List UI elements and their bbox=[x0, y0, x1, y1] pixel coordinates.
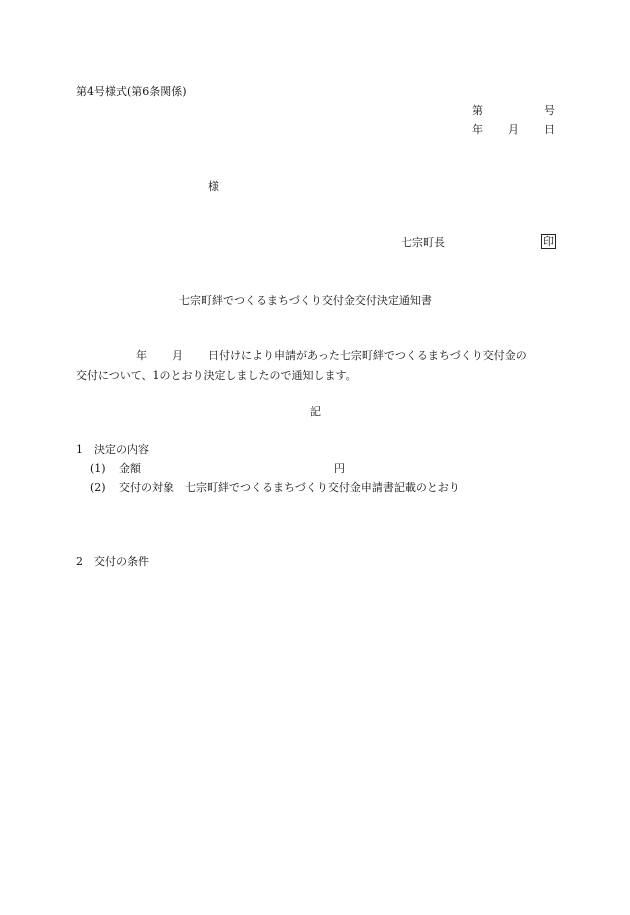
section2-heading: 2 交付の条件 bbox=[76, 555, 149, 568]
doc-date-day: 日 bbox=[544, 123, 555, 136]
item2-text: 交付の対象 七宗町絆でつくるまちづくり交付金申請書記載のとおり bbox=[119, 481, 460, 494]
recipient-honorific: 様 bbox=[208, 180, 219, 193]
form-label: 第4号様式(第6条関係) bbox=[76, 85, 187, 98]
issuer-name: 七宗町長 bbox=[401, 236, 445, 249]
item1-unit: 円 bbox=[334, 462, 345, 475]
body-line2: 交付について、1のとおり決定しましたので通知します。 bbox=[76, 369, 357, 382]
ki-heading: 記 bbox=[310, 405, 321, 418]
doc-date-year: 年 bbox=[472, 123, 483, 136]
item2-number: (2) bbox=[90, 481, 106, 494]
doc-date-month: 月 bbox=[508, 123, 519, 136]
item1-number: (1) bbox=[90, 462, 106, 475]
body-month: 月 bbox=[172, 349, 183, 362]
body-line1: 日付けにより申請があった七宗町絆でつくるまちづくり交付金の bbox=[208, 349, 527, 362]
doc-number-prefix: 第 bbox=[472, 104, 483, 117]
doc-number-suffix: 号 bbox=[544, 104, 555, 117]
item1-label: 金額 bbox=[119, 462, 141, 475]
seal-mark: 印 bbox=[543, 235, 554, 248]
section1-heading: 1 決定の内容 bbox=[76, 443, 149, 456]
document-title: 七宗町絆でつくるまちづくり交付金交付決定通知書 bbox=[179, 294, 432, 307]
body-year: 年 bbox=[136, 349, 147, 362]
